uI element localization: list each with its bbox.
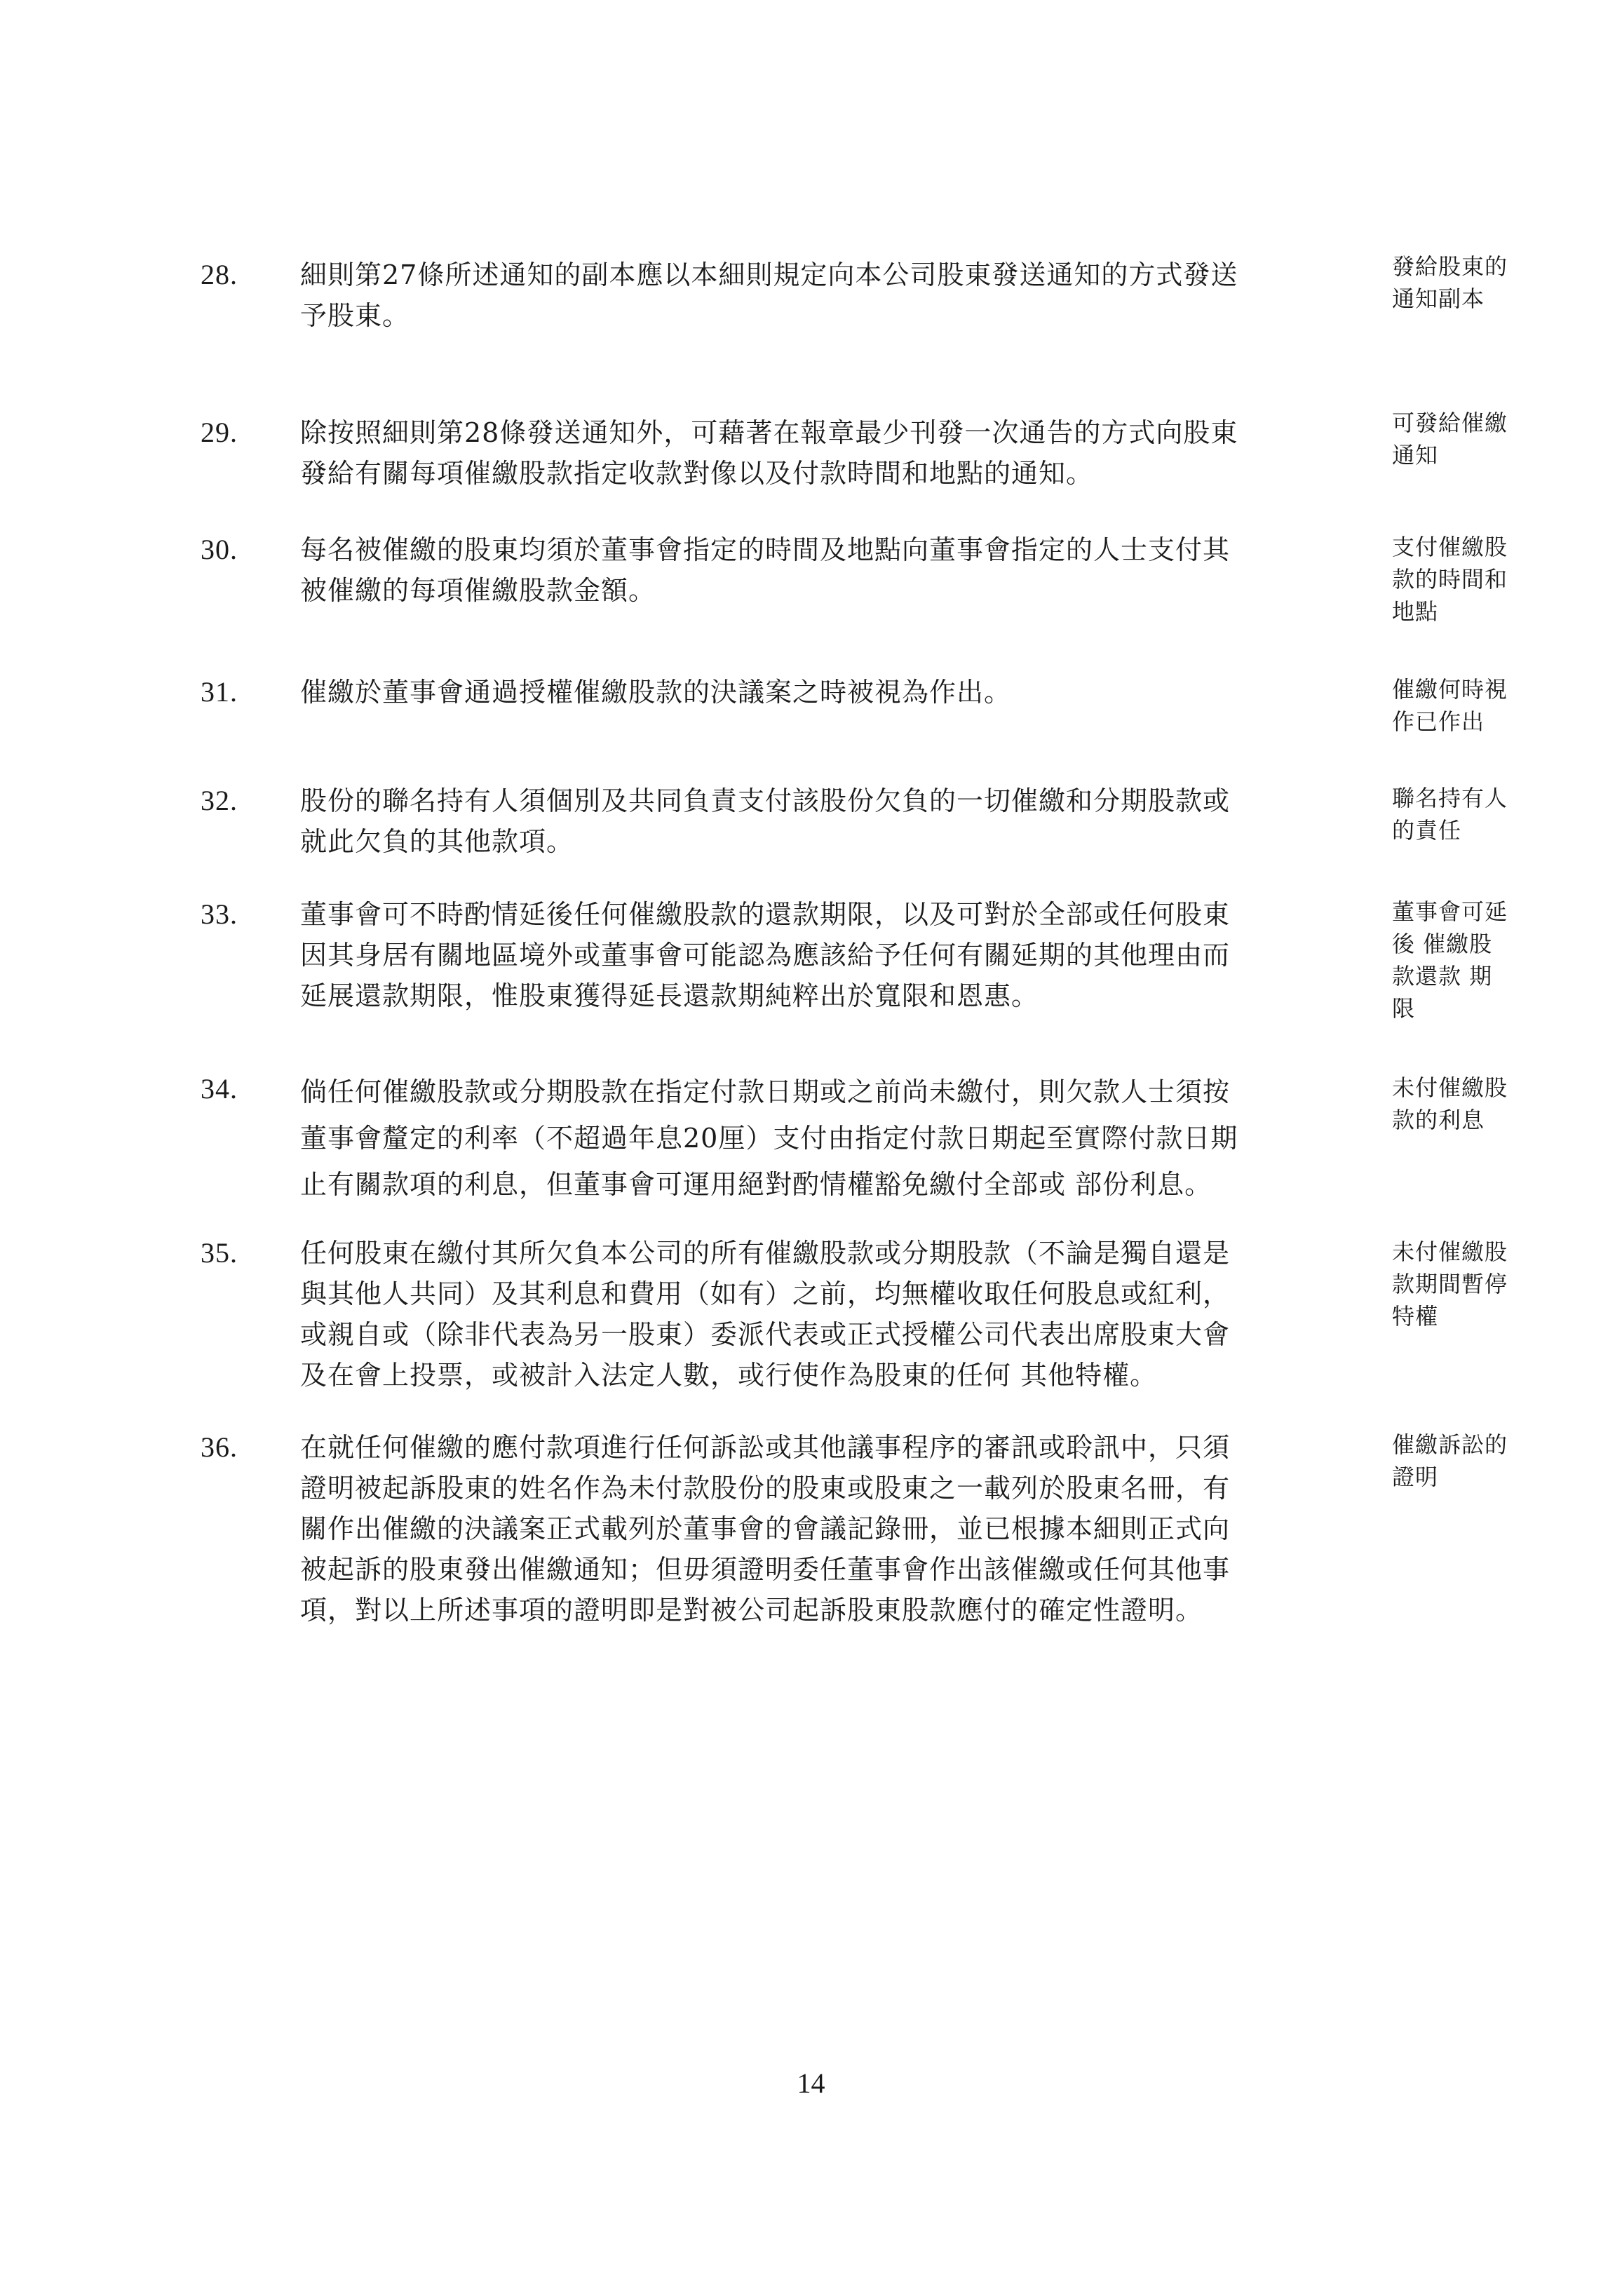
margin-note-line: 催繳訴訟的: [1392, 1431, 1508, 1458]
article-number: 32.: [201, 785, 238, 816]
margin-note-line: 地點: [1392, 598, 1439, 625]
article-text-line: 每名被催繳的股東均須於董事會指定的時間及地點向董事會指定的人士支付其: [300, 534, 1231, 565]
article-text-line: 止有關款項的利息，但董事會可運用絕對酌情權豁免繳付全部或 部份利息。: [300, 1169, 1212, 1200]
article-text: [300, 255, 1352, 336]
margin-note-line: 未付催繳股: [1392, 1074, 1508, 1101]
article-text-line: 項，對以上所述事項的證明即是對被公司起訴股東股款應付的確定性證明。: [300, 1595, 1203, 1626]
margin-note: [1392, 1072, 1567, 1136]
margin-note-line: 特權: [1392, 1303, 1439, 1330]
article-text-line: 延展還款期限，惟股東獲得延長還款期純粹出於寬限和恩惠。: [300, 980, 1039, 1011]
article-text-line: 細則第27條所述通知的副本應以本細則規定向本公司股東發送通知的方式發送: [300, 259, 1238, 290]
article-number: 31.: [201, 676, 238, 708]
margin-note-line: 後 催繳股: [1392, 931, 1493, 957]
article-number: 28.: [201, 259, 238, 290]
article-text-line: 與其他人共同）及其利息和費用（如有）之前，均無權收取任何股息或紅利，: [300, 1278, 1231, 1309]
article-text-line: 催繳於董事會通過授權催繳股款的決議案之時被視為作出。: [300, 677, 1012, 708]
article-number: 29.: [201, 417, 238, 448]
article-text: [300, 1069, 1352, 1208]
article-text: [300, 1427, 1352, 1630]
margin-note-line: 款還款 期: [1392, 963, 1493, 990]
article-number: 30.: [201, 534, 238, 565]
margin-note-line: 款的時間和: [1392, 566, 1508, 593]
article-text-line: 董事會可不時酌情延後任何催繳股款的還款期限，以及可對於全部或任何股東: [300, 899, 1231, 930]
margin-note-line: 通知副本: [1392, 285, 1485, 312]
margin-note: [1392, 782, 1567, 846]
margin-note: [1392, 407, 1567, 471]
margin-note: [1392, 250, 1567, 315]
margin-note-line: 通知: [1392, 442, 1439, 468]
article-text: [300, 894, 1352, 1016]
margin-note-line: 董事會可延: [1392, 898, 1508, 925]
margin-note-line: 款期間暫停: [1392, 1271, 1508, 1297]
margin-note-line: 作已作出: [1392, 708, 1485, 735]
article-text-line: 因其身居有關地區境外或董事會可能認為應該給予任何有關延期的其他理由而: [300, 940, 1231, 971]
article-text-line: 發給有關每項催繳股款指定收款對像以及付款時間和地點的通知。: [300, 458, 1094, 489]
article-number: 35.: [201, 1237, 238, 1269]
article-text-line: 予股東。: [300, 300, 410, 331]
article-text-line: 及在會上投票，或被計入法定人數，或行使作為股東的任何 其他特權。: [300, 1360, 1158, 1391]
article-text: [300, 412, 1352, 494]
article-text-line: 被起訴的股東發出催繳通知；但毋須證明委任董事會作出該催繳或任何其他事: [300, 1554, 1231, 1585]
article-text: [300, 781, 1352, 862]
margin-note-line: 可發給催繳: [1392, 410, 1508, 436]
margin-note-line: 催繳何時視: [1392, 676, 1508, 703]
article-text-line: 關作出催繳的決議案正式載列於董事會的會議記錄冊，並已根據本細則正式向: [300, 1513, 1231, 1544]
article-text-line: 證明被起訴股東的姓名作為未付款股份的股東或股東之一載列於股東名冊，有: [300, 1473, 1231, 1504]
margin-note: [1392, 1236, 1567, 1332]
article-text-line: 除按照細則第28條發送通知外，可藉著在報章最少刊發一次通告的方式向股東: [300, 417, 1238, 448]
article-text-line: 在就任何催繳的應付款項進行任何訴訟或其他議事程序的審訊或聆訊中，只須: [300, 1432, 1231, 1463]
margin-note-line: 聯名持有人: [1392, 785, 1508, 811]
margin-note: [1392, 531, 1567, 628]
margin-note: [1392, 1429, 1567, 1493]
article-text: [300, 672, 1352, 713]
article-text-line: 董事會釐定的利率（不超過年息20厘）支付由指定付款日期起至實際付款日期: [300, 1123, 1238, 1154]
article-number: 34.: [201, 1073, 238, 1105]
article-text-line: 就此欠負的其他款項。: [300, 826, 574, 857]
margin-note: [1392, 673, 1567, 738]
margin-note-line: 未付催繳股: [1392, 1238, 1508, 1265]
article-number: 33.: [201, 898, 238, 930]
margin-note-line: 證明: [1392, 1464, 1439, 1490]
article-text: [300, 529, 1352, 611]
article-text-line: 或親自或（除非代表為另一股東）委派代表或正式授權公司代表出席股東大會: [300, 1319, 1231, 1350]
margin-note-line: 款的利息: [1392, 1107, 1485, 1133]
article-text-line: 倘任何催繳股款或分期股款在指定付款日期或之前尚未繳付，則欠款人士須按: [300, 1076, 1231, 1107]
article-text: [300, 1233, 1352, 1396]
article-text-line: 任何股東在繳付其所欠負本公司的所有催繳股款或分期股款（不論是獨自還是: [300, 1238, 1231, 1269]
article-number: 36.: [201, 1431, 238, 1463]
article-text-line: 被催繳的每項催繳股款金額。: [300, 575, 656, 606]
margin-note-line: 支付催繳股: [1392, 534, 1508, 560]
margin-note-line: 限: [1392, 995, 1416, 1022]
margin-note: [1392, 896, 1567, 1025]
margin-note-line: 發給股東的: [1392, 253, 1508, 280]
margin-note-line: 的責任: [1392, 817, 1462, 844]
article-text-line: 股份的聯名持有人須個別及共同負責支付該股份欠負的一切催繳和分期股款或: [300, 785, 1231, 816]
page-number: 14: [797, 2067, 825, 2099]
